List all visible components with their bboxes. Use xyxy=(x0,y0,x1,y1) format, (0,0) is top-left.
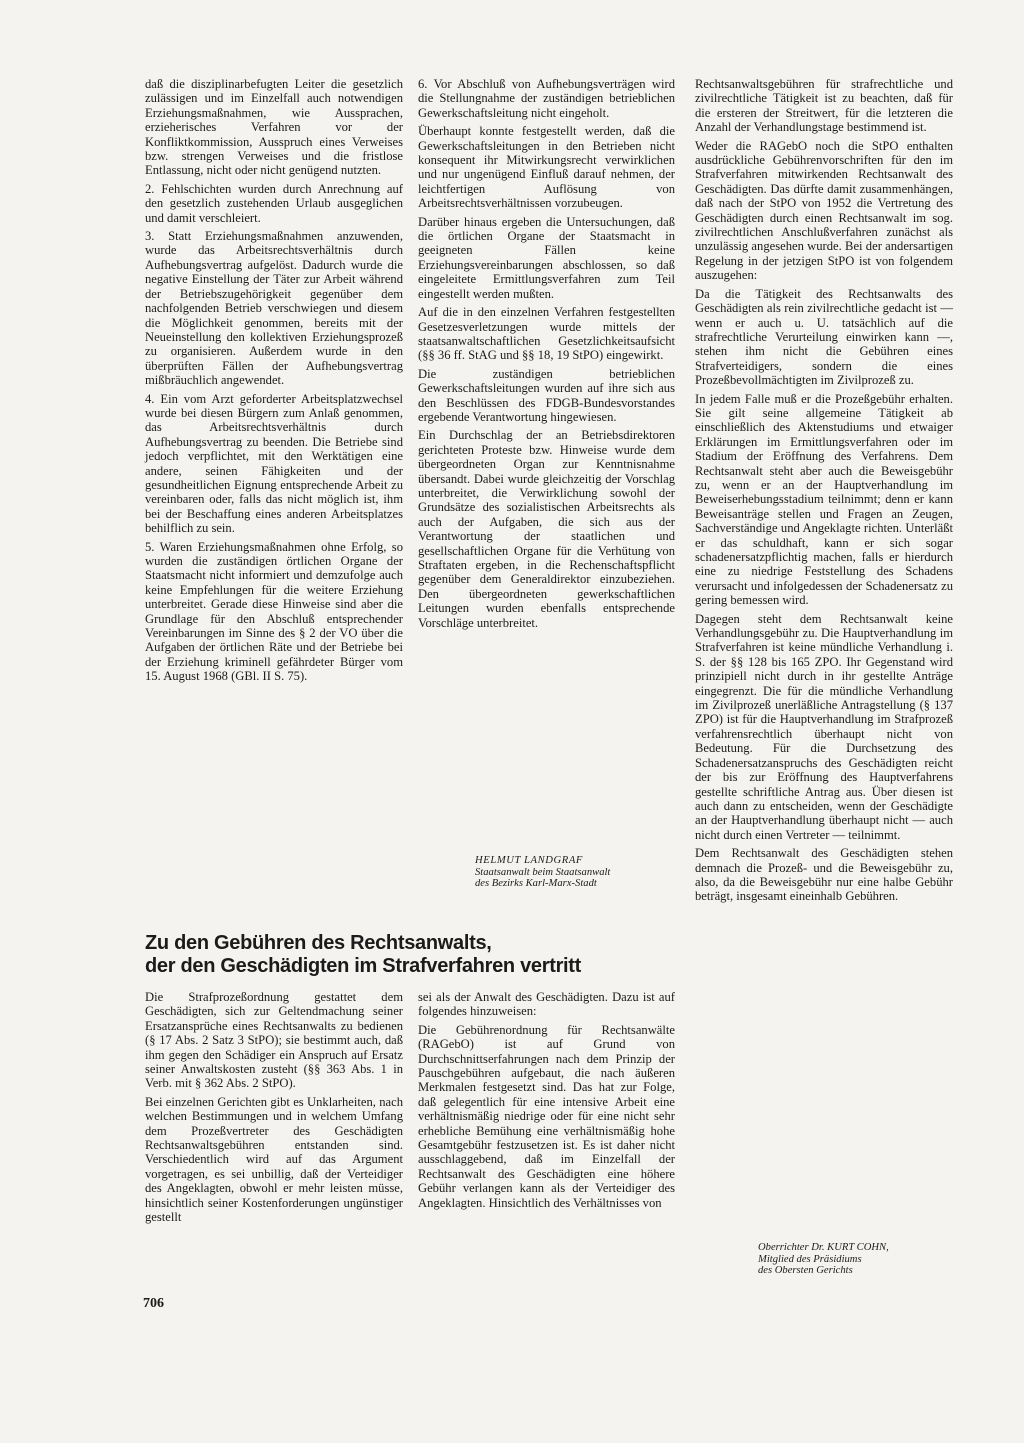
paragraph: 6. Vor Abschluß von Aufhebungsverträgen wird die Stellungnahme der zuständigen betrieblichen Gewerkschaftsleitung nicht eingeholt. xyxy=(418,77,675,120)
column3 xyxy=(695,77,953,908)
paragraph: Die zuständigen betrieblichen Gewerkschaftsleitungen wurden auf ihre sich aus den Beschlüssen des FDGB-Bundesvorstandes ergebende Verantwortung hingewiesen. xyxy=(418,366,675,424)
paragraph: Da die Tätigkeit des Rechtsanwalts des Geschädigten als rein zivilrechtliche gedacht ist — wenn er auch u. U. tatsächlich auf die strafrechtliche Verurteilung einwirken kann —, stehen ihm nicht die Gebühren eines Strafverteidigers, sondern die eines Prozeßbevollmächtigten im Zivilprozeß zu. xyxy=(695,286,953,388)
paragraph: Überhaupt konnte festgestellt werden, daß die Gewerkschaftsleitungen in den Betrieben nicht konsequent ihr Mitwirkungsrecht verwirklichen und nur ungenügend Einfluß darauf nehmen, der leichtfertigen Auflösung von Arbeitsrechtsverhältnissen vorzubeugen. xyxy=(418,124,675,211)
paragraph: Darüber hinaus ergeben die Untersuchungen, daß die örtlichen Organe der Staatsmacht in geeigneten Fällen keine Erziehungsvereinbarungen abschlossen, so daß eingeleitete Ermittlungsverfahren zum Teil eingestellt werden mußten. xyxy=(418,214,675,301)
author-title: des Bezirks Karl-Marx-Stadt xyxy=(475,878,597,889)
paragraph: Ein Durchschlag der an Betriebsdirektoren gerichteten Proteste bzw. Hinweise wurde dem übergeordneten Organ zur Kenntnisnahme übersandt. Dabei wurde gleichzeitig der Vorschlag unterbreitet, die Verwirklichung sowohl der Grundsätze des sozialistischen Arbeitsrechts als auch der Aufgaben, die sich aus der Verantwortung der staatlichen und gesellschaftlichen Organe für die Verhütung von Straftaten ergeben, in die Rechenschaftspflicht gegenüber dem Generaldirektor einzubeziehen. Den übergeordneten gewerkschaftlichen Leitungen wurden ebenfalls entsprechende Vorschläge unterbreitet. xyxy=(418,428,675,630)
paragraph: 2. Fehlschichten wurden durch Anrechnung auf den gesetzlich zustehenden Urlaub ausgeglichen und damit verschleiert. xyxy=(145,181,403,225)
paragraph: Die Gebührenordnung für Rechtsanwälte (RAGebO) ist auf Grund von Durchschnittserfahrungen nach dem Prinzip der Pauschgebühren aufgebaut, die nach äußeren Merkmalen festgesetzt sind. Das hat zur Folge, daß gelegentlich für eine intensive Arbeit eine verhältnismäßig niedrige oder für eine nicht sehr erhebliche Bemühung eine verhältnismäßig hohe Gesamtgebühr festzusetzen ist. Es ist daher nicht ausschlaggebend, daß im Einzelfall der Rechtsanwalt des Geschädigten eine höhere Gebühr verlangen kann als der Verteidiger des Angeklagten. Hinsichtlich des Verhältnisses von xyxy=(418,1022,675,1210)
article2-column1 xyxy=(145,990,403,1229)
paragraph: Rechtsanwaltsgebühren für strafrechtliche und zivilrechtliche Tätigkeit ist zu beachten, daß für die ersteren der Streitwert, für die letzteren die Anzahl der Verhandlungstage bestimmend ist. xyxy=(695,77,953,135)
author-title: Staatsanwalt beim Staatsanwalt xyxy=(475,866,611,878)
author-name: Oberrichter Dr. KURT COHN, xyxy=(758,1242,889,1253)
author-title: Mitglied des Präsidiums xyxy=(758,1253,862,1265)
paragraph: sei als der Anwalt des Geschädigten. Dazu ist auf folgendes hinzuweisen: xyxy=(418,990,675,1019)
author-name: HELMUT LANDGRAF xyxy=(475,855,583,866)
paragraph: 4. Ein vom Arzt geforderter Arbeitsplatzwechsel wurde bei diesen Bürgern zum Anlaß genommen, das Arbeitsrechtsverhältnis durch Aufhebungsvertrag zu beenden. Die Betriebe sind jedoch verpflichtet, mit den Werktätigen eine andere, seinen Fähigkeiten und der gesundheitlichen Eignung entsprechende Arbeit zu vereinbaren oder, falls das nicht möglich ist, ihm bei der Beschaffung eines anderen Arbeitsplatzes behilflich zu sein. xyxy=(145,391,403,536)
paragraph: daß die disziplinarbefugten Leiter die gesetzlich zulässigen und im Einzelfall auch notwendigen Erziehungsmaßnahmen, wie Aussprachen, erzieherisches Verfahren vor der Konfliktkommission, Ausspruch eines Verweises bzw. strengen Verweises und die fristlose Entlassung, nicht oder nicht genügend nutzten. xyxy=(145,77,403,178)
paragraph: Auf die in den einzelnen Verfahren festgestellten Gesetzesverletzungen wurde mittels der staatsanwaltschaftlichen Gesetzlichkeitsaufsicht (§§ 36 ff. StAG und §§ 18, 19 StPO) eingewirkt. xyxy=(418,305,675,363)
paragraph: Weder die RAGebO noch die StPO enthalten ausdrückliche Gebührenvorschriften für den im Strafverfahren mitwirkenden Rechtsanwalt des Geschädigten. Das dürfte damit zusammenhängen, daß nach der StPO von 1952 die Vertretung des Geschädigten durch einen Rechtsanwalt im sog. zivilrechtlichen Anschlußverfahren zunächst als unzulässig angesehen wurde. Bei der andersartigen Regelung in der jetzigen StPO ist von folgendem auszugehen: xyxy=(695,138,953,283)
paragraph: In jedem Falle muß er die Prozeßgebühr erhalten. Sie gilt seine allgemeine Tätigkeit ab einschließlich des Aktenstudiums und etwaiger Erklärungen im Ermittlungsverfahren oder im Stadium der Eröffnung des Verfahrens. Dem Rechtsanwalt steht aber auch die Beweisgebühr zu, wenn er an der Hauptverhandlung im Beweiserhebungsstadium teilnimmt; denn er kann Beweisanträge stellen und Fragen an Zeugen, Sachverständige und Angeklagte richten. Unterläßt er das schuldhaft, kann er sich sogar schadenersatzpflichtig machen, falls er hierdurch eine zu niedrige Feststellung des Schadens verursacht und infolgedessen der Schadenersatz zu gering bemessen wird. xyxy=(695,391,953,608)
paragraph: Bei einzelnen Gerichten gibt es Unklarheiten, nach welchen Bestimmungen und in welchem Umfang dem Prozeßvertreter des Geschädigten Rechtsanwaltsgebühren entstanden sind. Verschiedentlich wird auf das Argument vorgetragen, es sei unbillig, daß der Verteidiger des Angeklagten, obwohl er mehr leisten müsse, hinsichtlich seiner Kostenforderungen ungünstiger gestellt xyxy=(145,1094,403,1225)
signature-landgraf xyxy=(475,855,685,890)
article2-column2 xyxy=(418,990,675,1214)
paragraph: Die Strafprozeßordnung gestattet dem Geschädigten, sich zur Geltendmachung seiner Ersatzansprüche eines Rechtsanwalts zu bedienen (§ 17 Abs. 2 Satz 3 StPO); sie bestimmt auch, daß ihm gegen den Schädiger ein Anspruch auf Ersatz seiner Anwaltskosten zusteht (§§ 363 Abs. 1 in Verb. mit § 362 Abs. 2 StPO). xyxy=(145,990,403,1091)
paragraph: 5. Waren Erziehungsmaßnahmen ohne Erfolg, so wurden die zuständigen örtlichen Organe der Staatsmacht nicht informiert und demzufolge auch keine Empfehlungen für die weitere Erziehung unterbreitet. Gerade diese Hinweise sind aber die Grundlage für den Abschluß entsprechender Vereinbarungen im Sinne des § 2 der VO über die Aufgaben der örtlichen Räte und der Betriebe bei der Erziehung kriminell gefährdeter Bürger vom 15. August 1968 (GBl. II S. 75). xyxy=(145,539,403,684)
paragraph: Dagegen steht dem Rechtsanwalt keine Verhandlungsgebühr zu. Die Hauptverhandlung im Strafverfahren ist keine mündliche Verhandlung i. S. der §§ 128 bis 165 ZPO. Ihr Gegenstand wird prinzipiell nicht durch in ihr gestellte Anträge eingegrenzt. Die für die mündliche Verhandlung im Zivilprozeß unerläßliche Antragstellung (§ 137 ZPO) ist für die Hauptverhandlung im Strafprozeß verfahrensrechtlich überhaupt nicht von Bedeutung. Für die Durchsetzung des Schadenersatzanspruchs des Geschädigten reicht der bis zur Eröffnung des Hauptverfahrens gestellte schriftliche Antrag aus. Über diesen ist auch dann zu entscheiden, wenn der Geschädigte an der Hauptverhandlung überhaupt nicht — auch nicht durch einen Vertreter — teilnimmt. xyxy=(695,611,953,842)
signature-cohn xyxy=(758,1242,958,1277)
page-number: 706 xyxy=(143,1296,164,1311)
article2-title-line1: Zu den Gebühren des Rechtsanwalts, xyxy=(145,932,492,954)
article1-column2 xyxy=(418,77,675,634)
author-title: des Obersten Gerichts xyxy=(758,1265,853,1276)
article2-title xyxy=(145,932,705,978)
paragraph: Dem Rechtsanwalt des Geschädigten stehen demnach die Prozeß- und die Beweisgebühr zu, also, da die Beweisgebühr nur eine halbe Gebühr beträgt, insgesamt eineinhalb Gebühren. xyxy=(695,846,953,904)
paragraph: 3. Statt Erziehungsmaßnahmen anzuwenden, wurde das Arbeitsrechtsverhältnis durch Aufhebungsvertrag aufgelöst. Dadurch wurde die negative Einstellung der Täter zur Arbeit während der Betriebszugehörigkeit gegenüber dem nachfolgenden Betrieb verschwiegen und diesem die Möglichkeit genommen, bereits mit der Neueinstellung den kollektiven Erziehungsprozeß zu organisieren. Außerdem wurde in den überprüften Fällen der Aufhebungsvertrag mißbräuchlich angewendet. xyxy=(145,229,403,388)
article1-column1 xyxy=(145,77,403,688)
article2-title-line2: der den Geschädigten im Strafverfahren vertritt xyxy=(145,955,582,977)
